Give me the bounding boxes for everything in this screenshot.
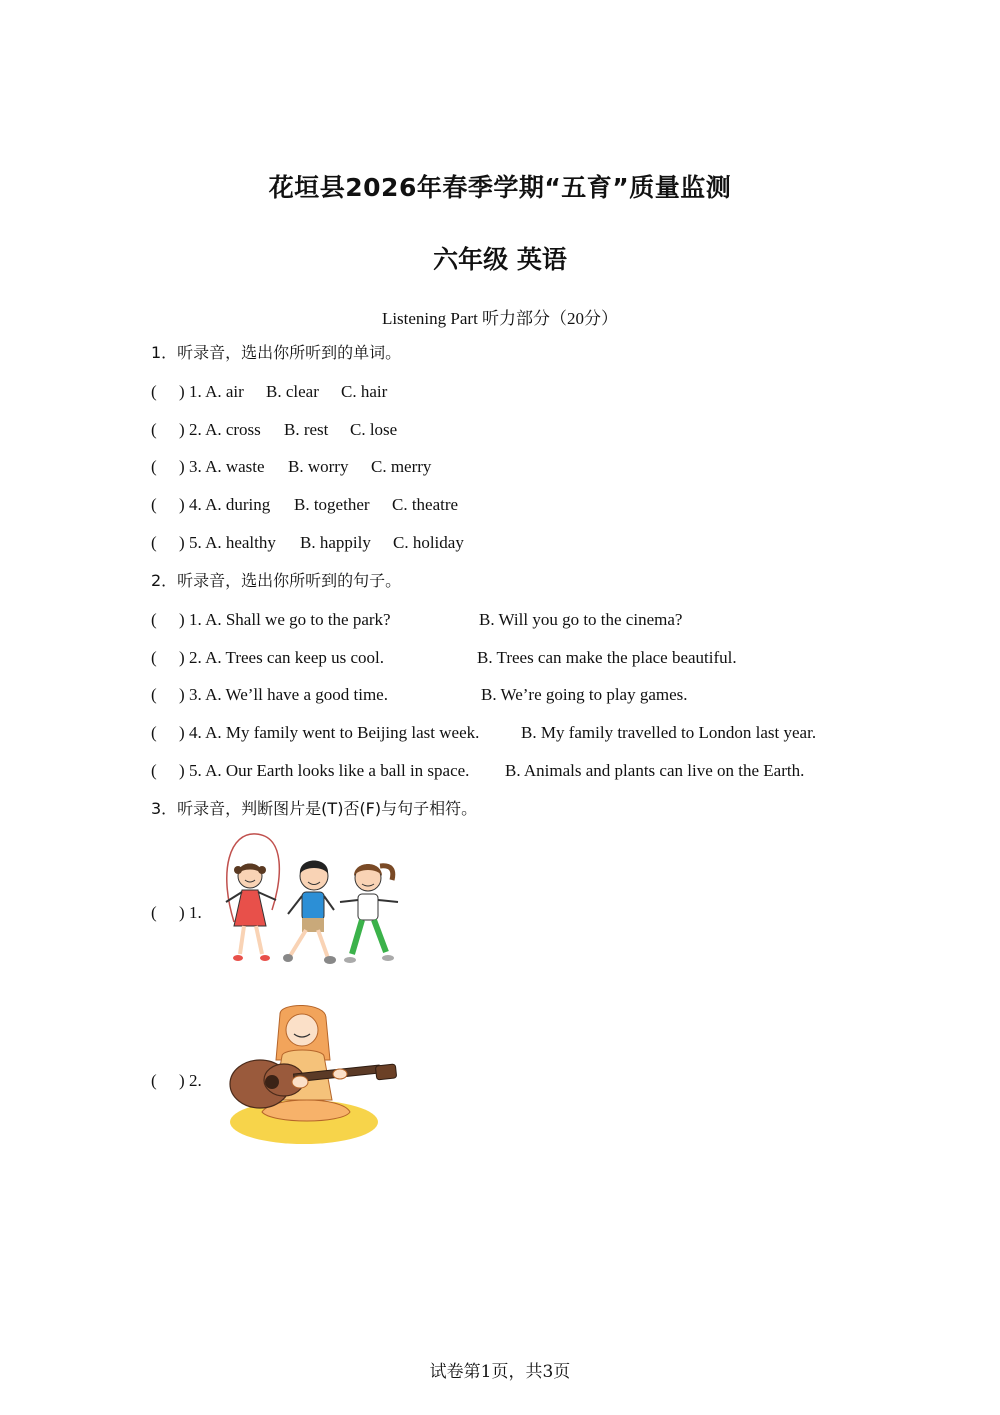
answer-paren-close: ) <box>179 1071 185 1090</box>
question-number: 2. <box>189 1071 202 1090</box>
option-c: C. theatre <box>392 495 459 514</box>
option-c: C. merry <box>371 457 432 476</box>
answer-paren-open: ( <box>151 457 157 476</box>
option-b: B. My family travelled to London last year. <box>521 723 817 742</box>
question-number: 5. <box>189 533 202 552</box>
exam-subject: 六年级 英语 <box>433 245 567 274</box>
question-number: 3. <box>189 457 202 476</box>
option-a: A. cross <box>205 420 261 439</box>
boy-running-icon <box>283 861 336 965</box>
answer-paren-open: ( <box>151 610 157 629</box>
question-number: 2. <box>189 420 202 439</box>
answer-paren-open: ( <box>151 495 157 514</box>
answer-paren-open: ( <box>151 685 157 704</box>
question-number: 4. <box>189 495 202 514</box>
answer-paren-open: ( <box>151 761 157 780</box>
option-b: B. rest <box>284 420 329 439</box>
option-b: B. clear <box>266 382 319 401</box>
option-b: B. Will you go to the cinema? <box>479 610 683 629</box>
question-number: 1. <box>189 610 202 629</box>
answer-paren-close: ) <box>179 903 185 922</box>
answer-paren-close: ) <box>179 685 185 704</box>
option-a: A. Shall we go to the park? <box>205 610 391 629</box>
girl-guitar-picture <box>222 1000 402 1148</box>
answer-paren-close: ) <box>179 420 185 439</box>
answer-paren-open: ( <box>151 420 157 439</box>
answer-paren-open: ( <box>151 1071 157 1090</box>
answer-paren-close: ) <box>179 761 185 780</box>
answer-paren-close: ) <box>179 723 185 742</box>
answer-paren-close: ) <box>179 533 185 552</box>
answer-paren-open: ( <box>151 903 157 922</box>
answer-paren-close: ) <box>179 495 185 514</box>
option-b: B. Trees can make the place beautiful. <box>477 648 737 667</box>
question-number: 4. <box>189 723 202 742</box>
option-a: A. My family went to Beijing last week. <box>205 723 480 742</box>
question-number: 1. <box>189 382 202 401</box>
part-heading: Listening Part 听力部分（20分） <box>381 309 619 328</box>
girl-dancing-icon <box>340 864 398 963</box>
page-footer: 试卷第1页，共3页 <box>429 1362 571 1382</box>
question-number: 3. <box>189 685 202 704</box>
option-c: C. lose <box>350 420 398 439</box>
option-c: C. hair <box>341 382 388 401</box>
answer-paren-open: ( <box>151 382 157 401</box>
question-number: 5. <box>189 761 202 780</box>
girl-jumping-icon <box>226 864 276 962</box>
answer-paren-open: ( <box>151 533 157 552</box>
option-b: B. We’re going to play games. <box>481 685 688 704</box>
section-1-heading: 1．听录音，选出你所听到的单词。 <box>151 343 402 362</box>
exam-title: 花垣县2026年春季学期“五育”质量监测 <box>268 173 732 202</box>
option-a: A. We’ll have a good time. <box>205 685 388 704</box>
option-b: B. worry <box>288 457 349 476</box>
option-a: A. waste <box>205 457 265 476</box>
question-number: 2. <box>189 648 202 667</box>
answer-paren-open: ( <box>151 723 157 742</box>
option-a: A. air <box>205 382 244 401</box>
answer-paren-close: ) <box>179 610 185 629</box>
children-jump-rope-picture <box>220 830 402 968</box>
section-2-heading: 2．听录音，选出你所听到的句子。 <box>151 571 402 590</box>
option-b: B. together <box>294 495 370 514</box>
option-b: B. happily <box>300 533 371 552</box>
section-3-heading: 3．听录音，判断图片是(T)否(F)与句子相符。 <box>151 799 478 818</box>
option-c: C. holiday <box>393 533 464 552</box>
answer-paren-close: ) <box>179 382 185 401</box>
option-a: A. Our Earth looks like a ball in space. <box>205 761 470 780</box>
answer-paren-close: ) <box>179 457 185 476</box>
option-a: A. healthy <box>205 533 276 552</box>
option-a: A. during <box>205 495 271 514</box>
answer-paren-close: ) <box>179 648 185 667</box>
option-a: A. Trees can keep us cool. <box>205 648 385 667</box>
question-number: 1. <box>189 903 202 922</box>
option-b: B. Animals and plants can live on the Earth. <box>505 761 805 780</box>
answer-paren-open: ( <box>151 648 157 667</box>
